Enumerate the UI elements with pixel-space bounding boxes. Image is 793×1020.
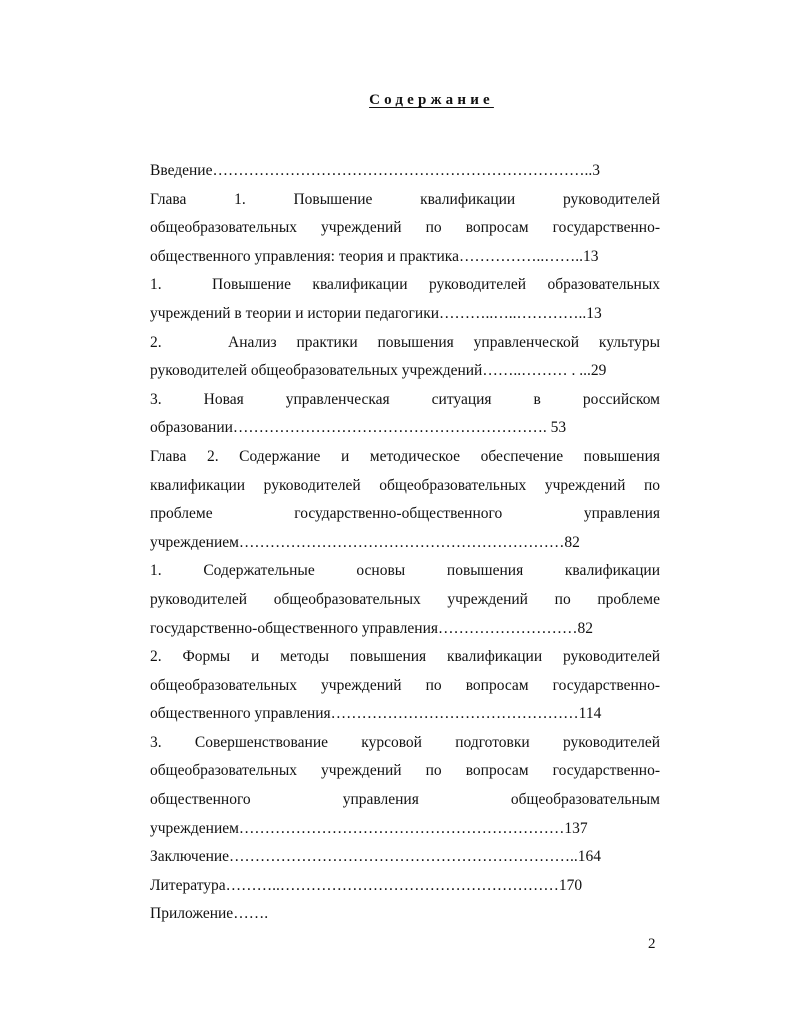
table-of-contents	[150, 157, 660, 929]
toc-chapter-1-line-2[interactable]: общеобразовательных учреждений по вопросам государственно-	[150, 219, 660, 237]
toc-entry-appendix[interactable]: Приложение…….	[150, 905, 269, 923]
page-title: Содержание	[369, 92, 494, 108]
toc-section-1-1-title: Повышение квалификации руководителей образовательных	[212, 276, 660, 294]
toc-entry-literature[interactable]: Литература………..………………………………………………170	[150, 876, 583, 894]
toc-section-1-1-line-1[interactable]	[150, 271, 660, 300]
toc-section-2-1-line-3[interactable]: государственно-общественного управления………………………82	[150, 619, 593, 637]
toc-entry-introduction[interactable]: Введение………………………………………………………………..3	[150, 162, 600, 179]
toc-section-1-3-line-2[interactable]: образовании……………………………………………………. 53	[150, 419, 567, 437]
toc-section-2-3-line-1[interactable]: 3. Совершенствование курсовой подготовки руководителей	[150, 733, 660, 751]
toc-section-2-3-line-3[interactable]: общественного управления общеобразовательным	[150, 791, 660, 809]
toc-section-2-3-line-2[interactable]: общеобразовательных учреждений по вопросам государственно-	[150, 762, 660, 780]
toc-section-2-2-line-2[interactable]: общеобразовательных учреждений по вопросам государственно-	[150, 676, 660, 694]
toc-section-2-2-line-1[interactable]: 2. Формы и методы повышения квалификации руководителей	[150, 648, 660, 666]
toc-chapter-1-line-3[interactable]: общественного управления: теория и практика……………..……..13	[150, 247, 599, 265]
toc-chapter-2-line-2[interactable]: квалификации руководителей общеобразовательных учреждений по	[150, 476, 660, 494]
toc-section-1-2-title: Анализ практики повышения управленческой культуры	[228, 333, 660, 351]
toc-section-2-3-line-4[interactable]: учреждением………………………………………………………137	[150, 819, 588, 837]
toc-section-2-1-line-1[interactable]: 1. Содержательные основы повышения квалификации	[150, 562, 660, 580]
toc-chapter-2-line-4[interactable]: учреждением………………………………………………………82	[150, 533, 580, 551]
toc-section-2-2-line-3[interactable]: общественного управления…………………………………………114	[150, 705, 602, 723]
toc-section-2-1-line-2[interactable]: руководителей общеобразовательных учреждений по проблеме	[150, 590, 660, 608]
toc-chapter-2-line-1[interactable]: Глава 2. Содержание и методическое обеспечение повышения	[150, 447, 660, 465]
toc-section-1-2-line-1[interactable]	[150, 329, 660, 358]
toc-chapter-1-line-1[interactable]: Глава 1. Повышение квалификации руководителей	[150, 190, 660, 208]
toc-chapter-2-line-3[interactable]: проблеме государственно-общественного управления	[150, 505, 660, 523]
toc-section-1-3-line-1[interactable]: 3. Новая управленческая ситуация в российском	[150, 390, 660, 408]
toc-section-1-2-line-2[interactable]: руководителей общеобразовательных учреждений……..……… . ...29	[150, 362, 607, 380]
toc-section-1-1-line-2[interactable]: учреждений в теории и истории педагогики………..…..…………..13	[150, 304, 602, 322]
page-number: 2	[648, 936, 656, 952]
toc-entry-conclusion[interactable]: Заключение…………………………………………………………..164	[150, 848, 602, 866]
toc-section-1-1-number: 1.	[150, 276, 162, 294]
toc-section-1-2-number: 2.	[150, 333, 162, 351]
